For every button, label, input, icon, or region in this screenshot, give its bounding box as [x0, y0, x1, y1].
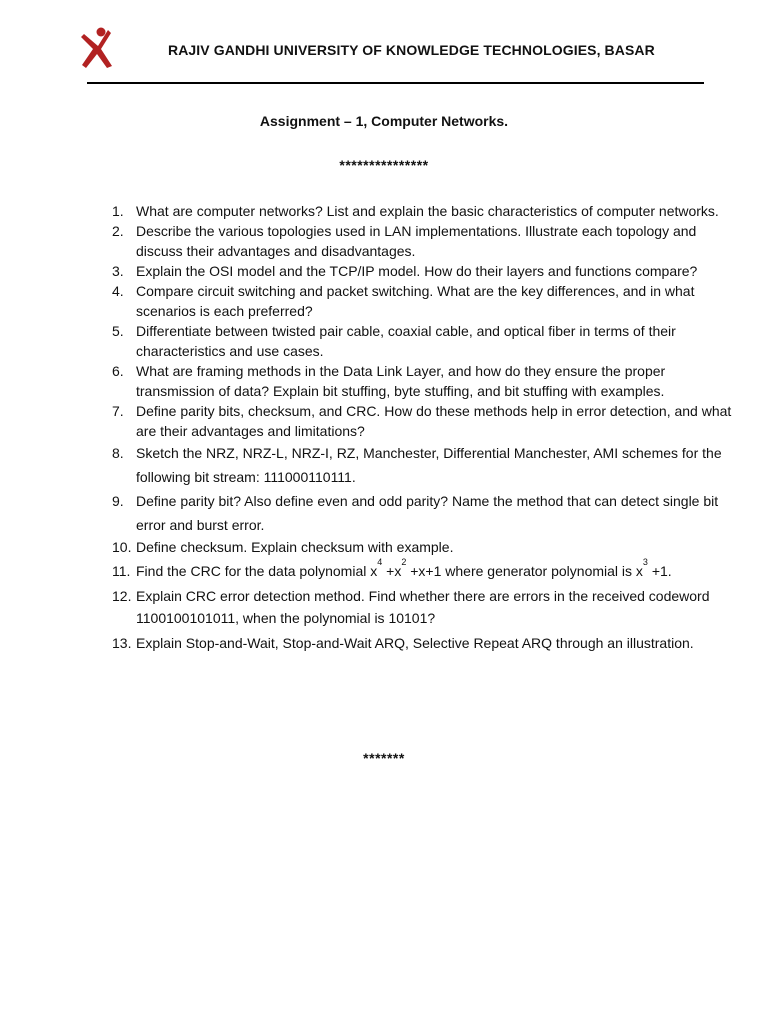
question-list — [112, 201, 738, 653]
exponent: 3 — [642, 557, 648, 567]
question-number: 3. — [112, 263, 124, 279]
question-item — [112, 537, 738, 557]
assignment-title: Assignment – 1, Computer Networks. — [259, 113, 509, 129]
crc-text-part: Find the CRC for the data polynomial x — [136, 563, 378, 579]
bottom-separator: ******* — [363, 750, 405, 766]
question-item — [112, 261, 738, 281]
question-item — [112, 201, 738, 221]
question-text: Differentiate between twisted pair cable, coaxial cable, and optical fiber in terms of their characteristics and use cases. — [136, 323, 676, 359]
question-number: 6. — [112, 363, 124, 379]
question-number: 8. — [112, 445, 124, 461]
question-item — [112, 489, 738, 537]
header-divider — [87, 82, 704, 84]
question-text: Define parity bit? Also define even and odd parity? Name the method that can detect single bit error and burst error. — [136, 493, 719, 533]
question-item — [112, 281, 738, 321]
question-number: 2. — [112, 223, 124, 239]
exponent: 4 — [377, 557, 383, 567]
university-name: RAJIV GANDHI UNIVERSITY OF KNOWLEDGE TECHNOLOGIES, BASAR — [168, 42, 655, 58]
question-text: Sketch the NRZ, NRZ-L, NRZ-I, RZ, Manchester, Differential Manchester, AMI schemes for the following bit stream: 111000110111. — [136, 445, 722, 485]
question-text — [136, 557, 738, 581]
question-item — [112, 321, 738, 361]
crc-text-part: +x — [382, 563, 402, 579]
question-number: 1. — [112, 203, 124, 219]
question-item — [112, 557, 738, 581]
top-separator: *************** — [339, 157, 429, 173]
crc-text-part: +1. — [647, 563, 672, 579]
question-number: 12. — [112, 588, 132, 604]
question-item — [112, 585, 738, 629]
question-number: 5. — [112, 323, 124, 339]
question-number: 7. — [112, 403, 124, 419]
question-number: 4. — [112, 283, 124, 299]
university-logo-icon — [78, 26, 118, 70]
question-text: Explain CRC error detection method. Find whether there are errors in the received codeword 1100100101011, when the polynomial is 10101? — [136, 588, 710, 626]
question-item — [112, 221, 738, 261]
question-number: 13. — [112, 635, 132, 651]
question-text: Define checksum. Explain checksum with example. — [136, 539, 454, 555]
crc-text-part: +x+1 where generator polynomial is x — [406, 563, 643, 579]
question-text: Explain the OSI model and the TCP/IP model. How do their layers and functions compare? — [136, 263, 698, 279]
question-text: Describe the various topologies used in LAN implementations. Illustrate each topology and discuss their advantages and disadvantages. — [136, 223, 697, 259]
question-text: What are framing methods in the Data Link Layer, and how do they ensure the proper transmission of data? Explain bit stuffing, byte stuffing, and bit stuffing with examples. — [136, 363, 666, 399]
question-text: Define parity bits, checksum, and CRC. How do these methods help in error detection, and what are their advantages and limitations? — [136, 403, 732, 439]
question-text: What are computer networks? List and explain the basic characteristics of computer networks. — [136, 203, 719, 219]
question-number: 9. — [112, 493, 124, 509]
question-item — [112, 401, 738, 441]
question-number: 11. — [112, 563, 131, 579]
question-item — [112, 361, 738, 401]
exponent: 2 — [401, 557, 407, 567]
question-text: Explain Stop-and-Wait, Stop-and-Wait ARQ, Selective Repeat ARQ through an illustration. — [136, 635, 694, 651]
question-item — [112, 441, 738, 489]
question-number: 10. — [112, 539, 132, 555]
question-text: Compare circuit switching and packet switching. What are the key differences, and in what scenarios is each preferred? — [136, 283, 695, 319]
question-item — [112, 633, 738, 653]
